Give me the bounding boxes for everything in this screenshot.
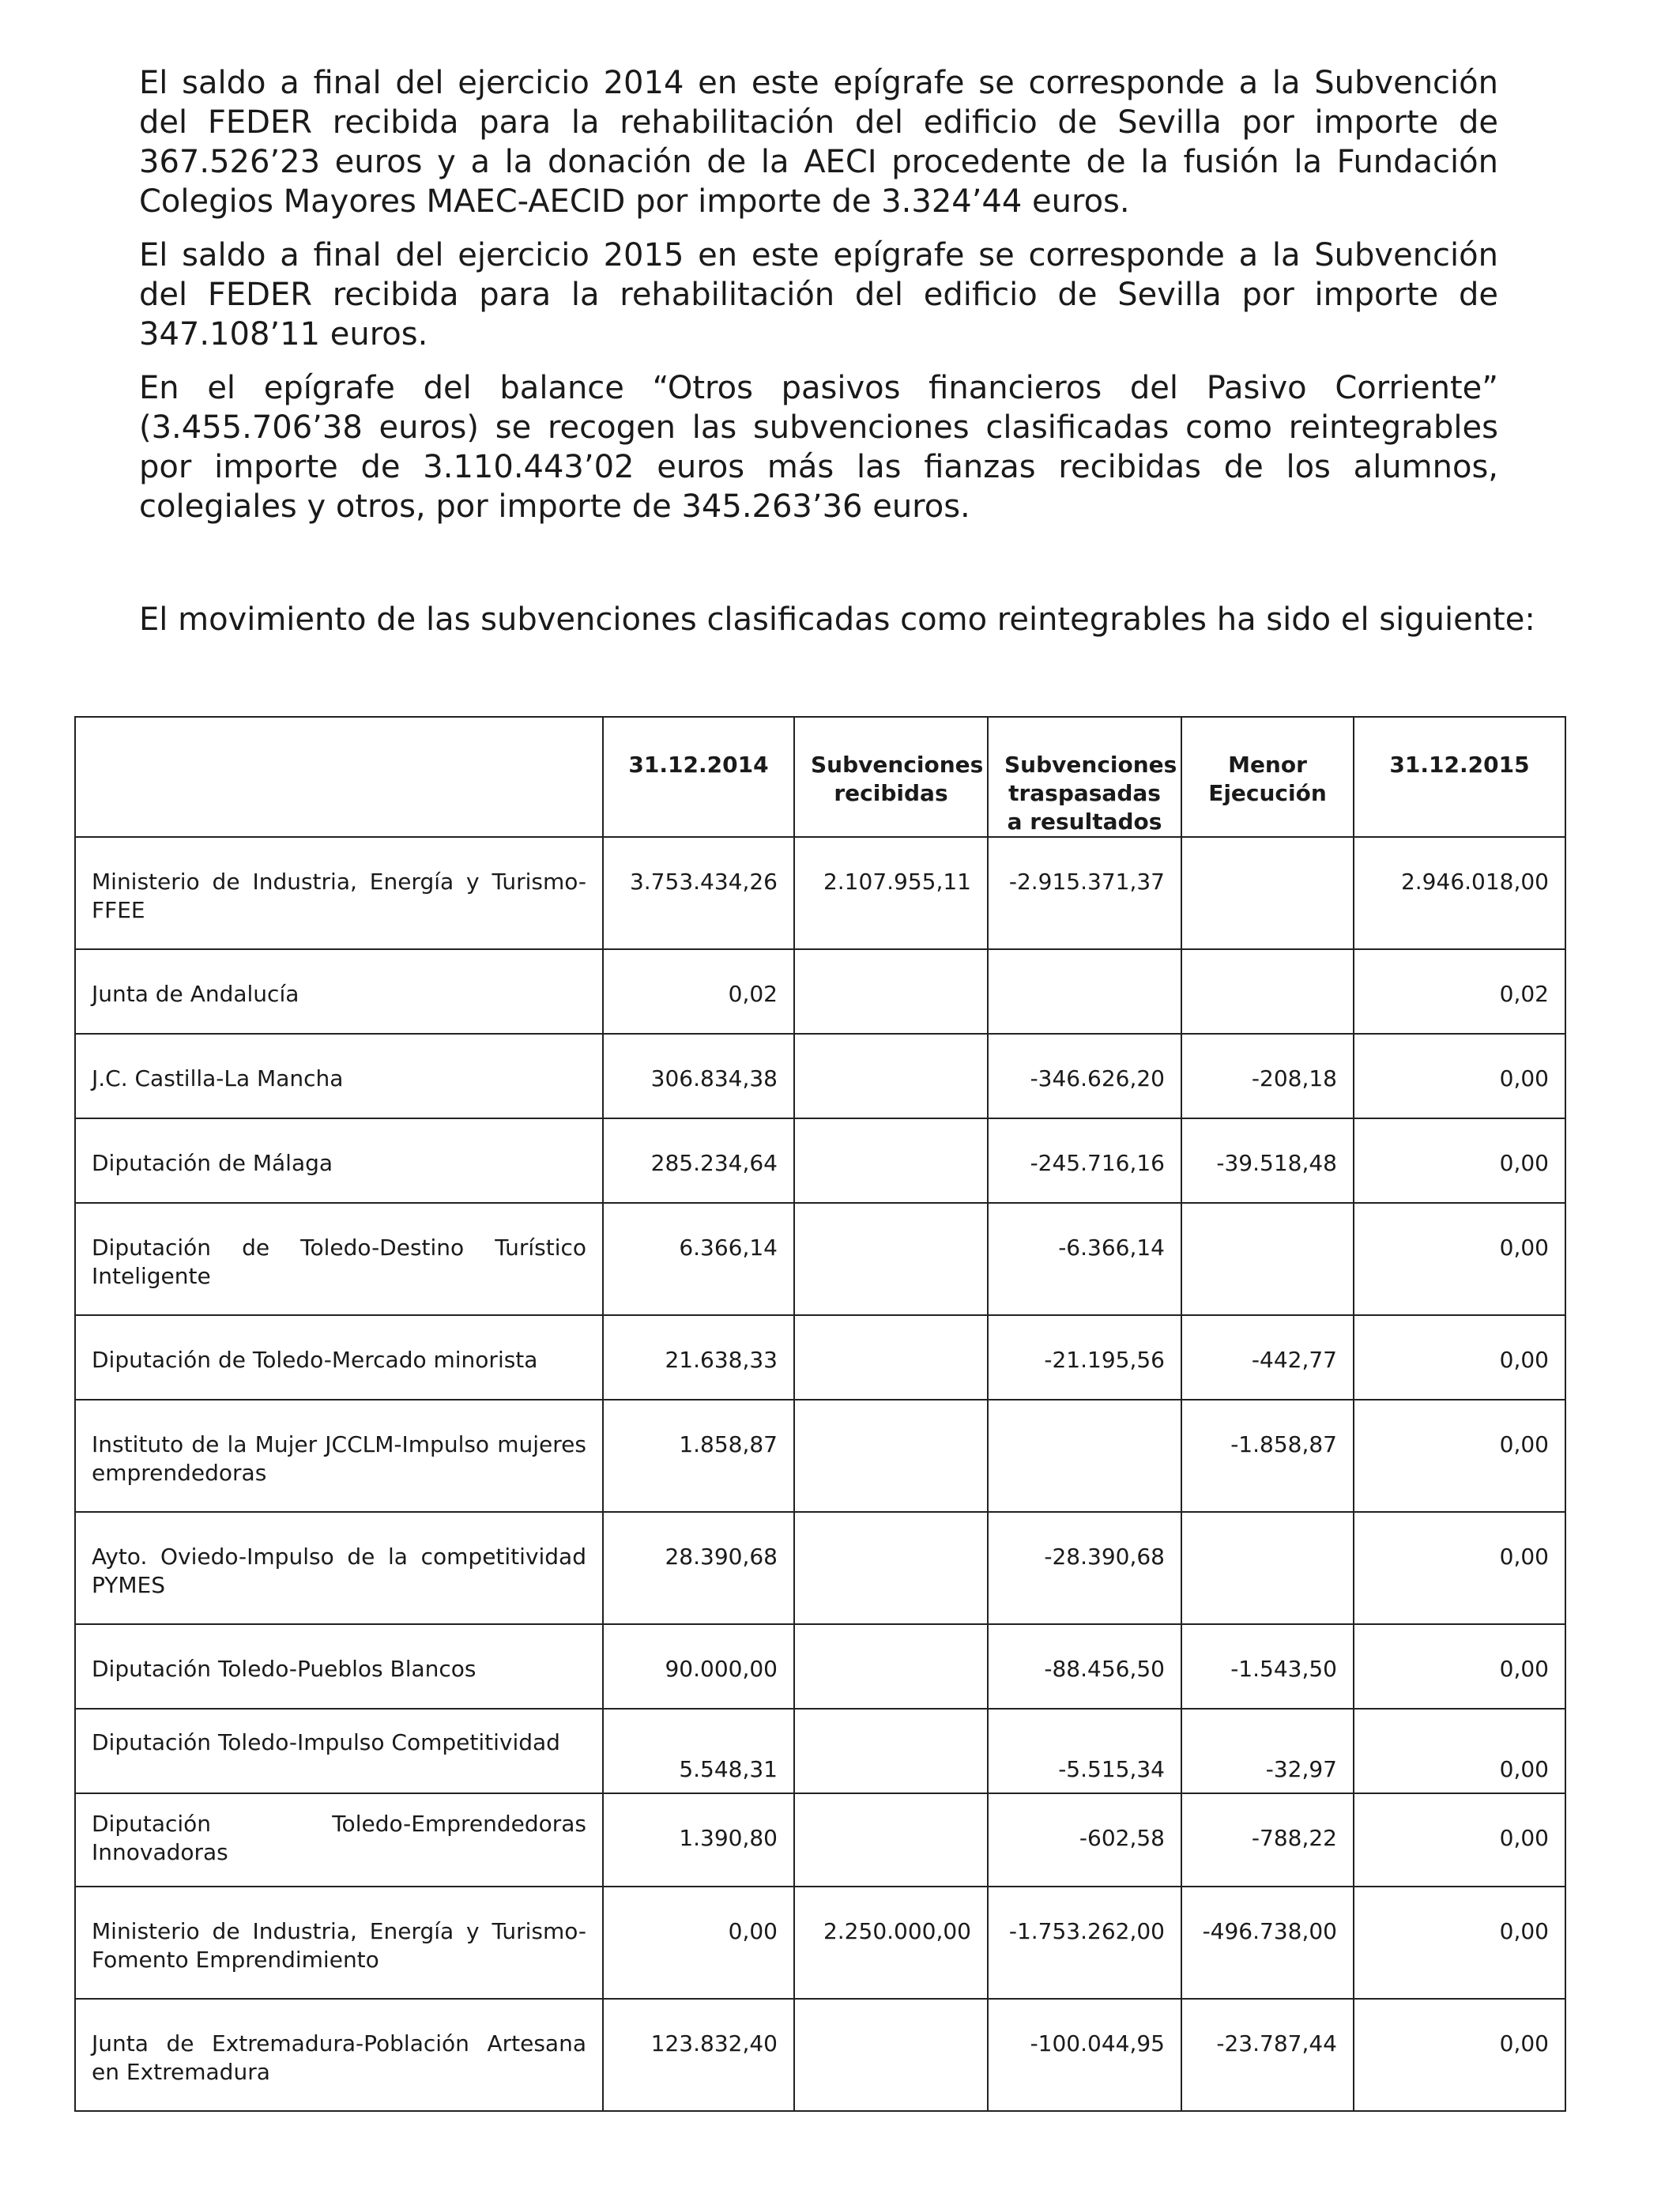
cell-2014: 5.548,31	[603, 1709, 794, 1793]
grants-movement-table	[74, 716, 1566, 2112]
cell-2015: 0,00	[1354, 1512, 1565, 1624]
paragraph-otros-pasivos: En el epígrafe del balance “Otros pasivos financieros del Pasivo Corriente” (3.455.706’38 euros) se recogen las subvenciones clasificadas como reintegrables por importe de 3.110.443’02 euros más las fianzas recibidas de los alumnos, colegiales y otros, por importe de 345.263’36 euros.	[139, 370, 1498, 525]
cell-entity: Junta de Extremadura-Población Artesana en Extremadura	[75, 1999, 603, 2111]
cell-2015: 0,00	[1354, 1400, 1565, 1512]
header-2015: 31.12.2015	[1354, 717, 1565, 837]
table-row	[75, 837, 1565, 949]
table-row	[75, 1999, 1565, 2111]
paragraph-feder-2014: El saldo a final del ejercicio 2014 en este epígrafe se corresponde a la Subvención del FEDER recibida para la rehabilitación del edificio de Sevilla por importe de 367.526’23 euros y a la donación de la AECI procedente de la fusión la Fundación Colegios Mayores MAEC-AECID por importe de 3.324’44 euros.	[139, 65, 1498, 220]
cell-received	[794, 1709, 988, 1793]
cell-entity: Diputación Toledo-Emprendedoras Innovadoras	[75, 1793, 603, 1887]
cell-transferred: -5.515,34	[988, 1709, 1181, 1793]
cell-received	[794, 1512, 988, 1624]
cell-entity: Diputación de Málaga	[75, 1118, 603, 1203]
cell-2015: 0,00	[1354, 1034, 1565, 1118]
cell-received	[794, 1400, 988, 1512]
cell-received	[794, 1034, 988, 1118]
cell-transferred: -88.456,50	[988, 1624, 1181, 1709]
cell-2015: 0,00	[1354, 1118, 1565, 1203]
table-row	[75, 1203, 1565, 1315]
table-row	[75, 1400, 1565, 1512]
cell-2014: 90.000,00	[603, 1624, 794, 1709]
cell-2015: 0,00	[1354, 1315, 1565, 1400]
cell-2015: 0,00	[1354, 1887, 1565, 1999]
table-row	[75, 1793, 1565, 1887]
table-header-row	[75, 717, 1565, 837]
cell-lower-execution: -1.543,50	[1181, 1624, 1354, 1709]
cell-entity: Diputación de Toledo-Destino Turístico Inteligente	[75, 1203, 603, 1315]
cell-received	[794, 1118, 988, 1203]
cell-2015: 0,00	[1354, 1624, 1565, 1709]
cell-lower-execution	[1181, 837, 1354, 949]
cell-entity: Ministerio de Industria, Energía y Turismo-Fomento Emprendimiento	[75, 1887, 603, 1999]
header-2014: 31.12.2014	[603, 717, 794, 837]
cell-2014: 0,00	[603, 1887, 794, 1999]
cell-entity: Diputación de Toledo-Mercado minorista	[75, 1315, 603, 1400]
cell-lower-execution: -442,77	[1181, 1315, 1354, 1400]
table-row	[75, 1512, 1565, 1624]
cell-transferred: -21.195,56	[988, 1315, 1181, 1400]
cell-lower-execution	[1181, 949, 1354, 1034]
cell-received: 2.250.000,00	[794, 1887, 988, 1999]
table-row	[75, 949, 1565, 1034]
cell-lower-execution: -39.518,48	[1181, 1118, 1354, 1203]
cell-received	[794, 1315, 988, 1400]
header-transferred: Subvenciones traspasadas a resultados	[988, 717, 1181, 837]
cell-2014: 6.366,14	[603, 1203, 794, 1315]
cell-entity: J.C. Castilla-La Mancha	[75, 1034, 603, 1118]
cell-entity: Ayto. Oviedo-Impulso de la competitividad PYMES	[75, 1512, 603, 1624]
cell-lower-execution: -496.738,00	[1181, 1887, 1354, 1999]
table-row	[75, 1709, 1565, 1793]
cell-2014: 306.834,38	[603, 1034, 794, 1118]
cell-transferred: -602,58	[988, 1793, 1181, 1887]
cell-lower-execution: -1.858,87	[1181, 1400, 1354, 1512]
cell-lower-execution: -788,22	[1181, 1793, 1354, 1887]
cell-2015: 0,00	[1354, 1709, 1565, 1793]
cell-entity: Diputación Toledo-Pueblos Blancos	[75, 1624, 603, 1709]
cell-entity: Diputación Toledo-Impulso Competitividad	[75, 1709, 603, 1793]
cell-2014: 1.390,80	[603, 1793, 794, 1887]
cell-received	[794, 1203, 988, 1315]
cell-received	[794, 949, 988, 1034]
cell-lower-execution: -208,18	[1181, 1034, 1354, 1118]
table-row	[75, 1034, 1565, 1118]
paragraph-feder-2015: El saldo a final del ejercicio 2015 en este epígrafe se corresponde a la Subvención del FEDER recibida para la rehabilitación del edificio de Sevilla por importe de 347.108’11 euros.	[139, 237, 1498, 352]
cell-entity: Instituto de la Mujer JCCLM-Impulso mujeres emprendedoras	[75, 1400, 603, 1512]
cell-2014: 285.234,64	[603, 1118, 794, 1203]
cell-2015: 2.946.018,00	[1354, 837, 1565, 949]
cell-2015: 0,00	[1354, 1203, 1565, 1315]
cell-2014: 1.858,87	[603, 1400, 794, 1512]
cell-lower-execution: -23.787,44	[1181, 1999, 1354, 2111]
header-lower-execution: Menor Ejecución	[1181, 717, 1354, 837]
cell-transferred: -346.626,20	[988, 1034, 1181, 1118]
cell-received	[794, 1624, 988, 1709]
header-entity	[75, 717, 603, 837]
cell-2015: 0,00	[1354, 1793, 1565, 1887]
cell-2014: 21.638,33	[603, 1315, 794, 1400]
cell-lower-execution	[1181, 1512, 1354, 1624]
cell-transferred: -1.753.262,00	[988, 1887, 1181, 1999]
cell-entity: Ministerio de Industria, Energía y Turismo-FFEE	[75, 837, 603, 949]
table-row	[75, 1315, 1565, 1400]
cell-2014: 123.832,40	[603, 1999, 794, 2111]
cell-received: 2.107.955,11	[794, 837, 988, 949]
table-intro: El movimiento de las subvenciones clasificadas como reintegrables ha sido el siguiente:	[139, 601, 1535, 638]
cell-transferred: -28.390,68	[988, 1512, 1181, 1624]
table-row	[75, 1118, 1565, 1203]
cell-transferred	[988, 1400, 1181, 1512]
cell-2014: 3.753.434,26	[603, 837, 794, 949]
cell-transferred: -245.716,16	[988, 1118, 1181, 1203]
cell-2015: 0,00	[1354, 1999, 1565, 2111]
cell-lower-execution	[1181, 1203, 1354, 1315]
cell-transferred: -6.366,14	[988, 1203, 1181, 1315]
cell-transferred: -100.044,95	[988, 1999, 1181, 2111]
cell-received	[794, 1999, 988, 2111]
cell-received	[794, 1793, 988, 1887]
cell-lower-execution: -32,97	[1181, 1709, 1354, 1793]
table-row	[75, 1624, 1565, 1709]
cell-entity: Junta de Andalucía	[75, 949, 603, 1034]
cell-2015: 0,02	[1354, 949, 1565, 1034]
cell-2014: 0,02	[603, 949, 794, 1034]
header-received: Subvenciones recibidas	[794, 717, 988, 837]
cell-transferred: -2.915.371,37	[988, 837, 1181, 949]
cell-transferred	[988, 949, 1181, 1034]
cell-2014: 28.390,68	[603, 1512, 794, 1624]
table-row	[75, 1887, 1565, 1999]
